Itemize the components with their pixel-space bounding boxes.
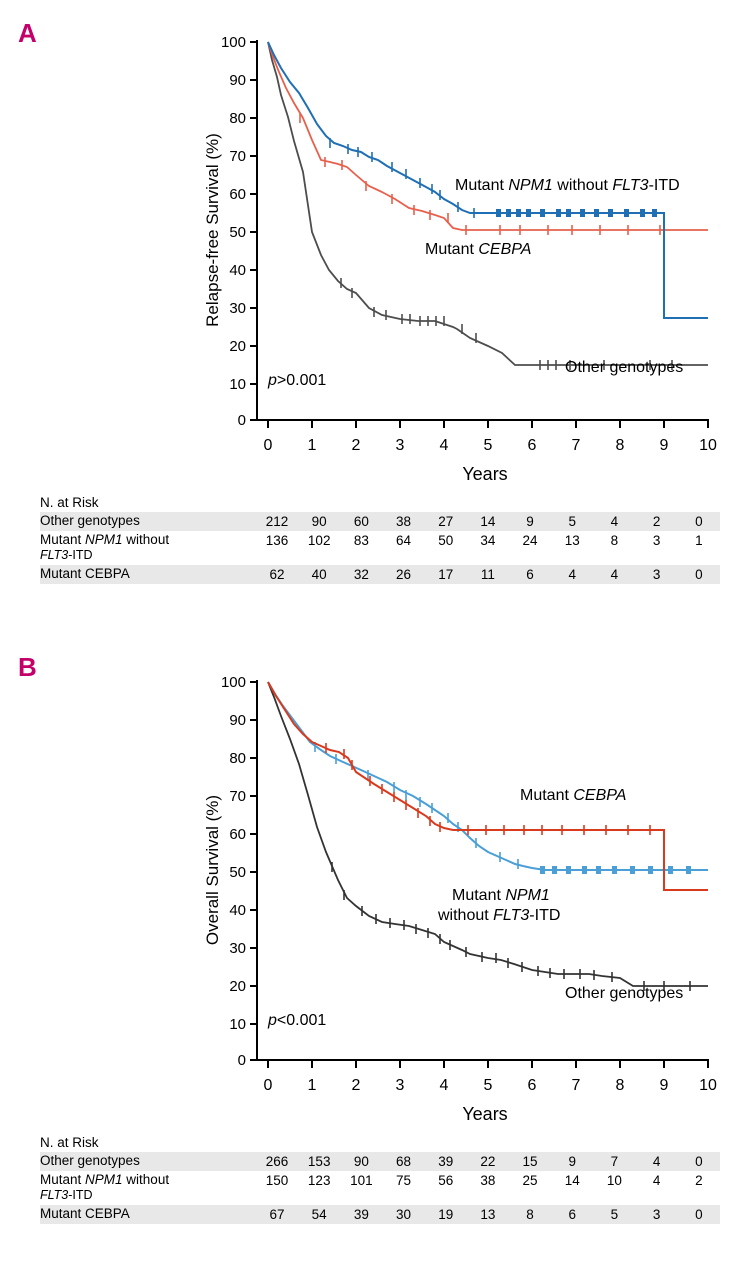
svg-text:60: 60 xyxy=(229,826,246,843)
risk-cell: 54 xyxy=(311,1206,327,1222)
y-ticks-a xyxy=(221,34,257,429)
risk-cell: 19 xyxy=(438,1206,454,1222)
y-axis-title-a: Relapse-free Survival (%) xyxy=(203,133,222,327)
table-row xyxy=(40,1205,720,1224)
risk-cell: 4 xyxy=(652,1154,661,1169)
annotation-other-b: Other genotypes xyxy=(565,985,684,1002)
pvalue-b: p<0.001 xyxy=(268,1012,327,1029)
annotation-cebpa-a: Mutant CEBPA xyxy=(425,241,532,258)
annotation-npm1-b-line2: without FLT3-ITD xyxy=(438,907,561,924)
risk-cell: 56 xyxy=(438,1173,454,1188)
risk-table-a xyxy=(40,495,720,584)
panel-b-letter: B xyxy=(18,652,37,682)
svg-text:0: 0 xyxy=(237,1052,246,1069)
risk-row-label: Mutant NPM1 without FLT3-ITD xyxy=(40,1172,170,1202)
risk-cell: 5 xyxy=(610,1206,619,1222)
x-ticks-a xyxy=(264,420,717,454)
svg-text:4: 4 xyxy=(439,1077,449,1094)
risk-cell: 150 xyxy=(265,1173,289,1188)
risk-cell: 38 xyxy=(480,1173,496,1188)
svg-text:8: 8 xyxy=(615,437,625,454)
pvalue-a: p>0.001 xyxy=(268,372,327,389)
svg-text:7: 7 xyxy=(571,1077,581,1094)
risk-cell: 50 xyxy=(438,533,454,548)
y-ticks-b xyxy=(221,674,257,1069)
series-mutant-cebpa-a xyxy=(268,42,708,230)
risk-table-b xyxy=(40,1135,720,1224)
risk-cell: 32 xyxy=(353,566,369,582)
risk-cell: 6 xyxy=(526,566,534,582)
svg-text:6: 6 xyxy=(527,437,537,454)
risk-cell: 3 xyxy=(652,533,661,548)
panel-a-letter: A xyxy=(18,18,37,48)
svg-text:3: 3 xyxy=(395,437,405,454)
risk-title-b: N. at Risk xyxy=(40,1135,99,1150)
risk-cell: 101 xyxy=(350,1173,373,1188)
svg-text:80: 80 xyxy=(229,750,246,767)
risk-cell: 24 xyxy=(522,533,538,548)
svg-text:2: 2 xyxy=(351,1077,361,1094)
censor-ticks-npm1-b xyxy=(315,742,518,869)
svg-text:10: 10 xyxy=(229,376,246,393)
risk-cell: 90 xyxy=(353,1154,369,1169)
risk-cell: 22 xyxy=(480,1154,496,1169)
risk-cell: 67 xyxy=(269,1206,285,1222)
risk-cell: 4 xyxy=(652,1173,661,1188)
table-row xyxy=(40,531,720,565)
risk-cell: 26 xyxy=(396,566,412,582)
risk-cell: 27 xyxy=(438,514,454,529)
svg-text:70: 70 xyxy=(229,148,246,165)
svg-text:7: 7 xyxy=(571,437,581,454)
risk-row-label: Other genotypes xyxy=(40,513,140,528)
svg-text:50: 50 xyxy=(229,224,246,241)
risk-cell: 3 xyxy=(652,566,661,582)
svg-text:60: 60 xyxy=(229,186,246,203)
risk-cell: 5 xyxy=(568,514,576,529)
risk-title-a: N. at Risk xyxy=(40,495,99,510)
survival-chart-b xyxy=(0,650,734,1130)
svg-text:10: 10 xyxy=(699,1077,717,1094)
risk-cell: 38 xyxy=(396,514,412,529)
svg-text:4: 4 xyxy=(439,437,449,454)
svg-text:100: 100 xyxy=(220,674,246,691)
series-mutant-npm1-b xyxy=(268,682,708,870)
svg-text:30: 30 xyxy=(229,940,246,957)
svg-text:40: 40 xyxy=(229,902,246,919)
svg-text:9: 9 xyxy=(659,437,669,454)
svg-text:1: 1 xyxy=(307,437,317,454)
x-ticks-b xyxy=(264,1060,717,1094)
svg-text:90: 90 xyxy=(229,72,246,89)
risk-cell: 123 xyxy=(307,1173,331,1188)
risk-cell: 266 xyxy=(265,1154,289,1169)
x-axis-title-a: Years xyxy=(462,464,508,484)
risk-cell: 4 xyxy=(568,566,576,582)
svg-text:0: 0 xyxy=(237,412,246,429)
risk-cell: 64 xyxy=(396,533,412,548)
svg-text:20: 20 xyxy=(229,338,246,355)
risk-cell: 8 xyxy=(610,533,619,548)
svg-text:6: 6 xyxy=(527,1077,537,1094)
svg-text:30: 30 xyxy=(229,300,246,317)
series-other-genotypes-a xyxy=(268,42,708,365)
svg-text:1: 1 xyxy=(307,1077,317,1094)
y-axis-title-b: Overall Survival (%) xyxy=(203,794,222,946)
risk-cell: 9 xyxy=(526,514,534,529)
risk-cell: 1 xyxy=(695,533,703,548)
annotation-npm1-b-line1: Mutant NPM1 xyxy=(452,887,550,904)
risk-cell: 68 xyxy=(396,1154,412,1169)
risk-row-label: Mutant NPM1 without FLT3-ITD xyxy=(40,532,170,562)
risk-cell: 9 xyxy=(568,1154,576,1169)
svg-text:90: 90 xyxy=(229,712,246,729)
risk-cell: 39 xyxy=(438,1154,454,1169)
svg-text:100: 100 xyxy=(220,34,246,51)
risk-cell: 15 xyxy=(522,1154,538,1169)
risk-cell: 11 xyxy=(480,566,495,582)
risk-cell: 30 xyxy=(396,1206,412,1222)
svg-text:50: 50 xyxy=(229,864,246,881)
panel-b-plot xyxy=(0,650,734,1130)
survival-chart-a xyxy=(0,0,734,500)
risk-cell: 14 xyxy=(480,514,496,529)
risk-cell: 13 xyxy=(564,533,580,548)
risk-cell: 60 xyxy=(353,514,369,529)
risk-cell: 62 xyxy=(269,566,285,582)
svg-text:2: 2 xyxy=(351,437,361,454)
risk-cell: 39 xyxy=(353,1206,369,1222)
risk-label-pre: Mutant xyxy=(40,1172,86,1187)
svg-text:0: 0 xyxy=(263,1077,273,1094)
risk-cell: 13 xyxy=(480,1206,496,1222)
risk-cell: 40 xyxy=(311,566,327,582)
risk-cell: 0 xyxy=(695,514,703,529)
svg-text:20: 20 xyxy=(229,978,246,995)
risk-row-label: Other genotypes xyxy=(40,1153,140,1168)
svg-text:5: 5 xyxy=(483,1077,493,1094)
panel-a-plot xyxy=(0,0,734,500)
svg-text:40: 40 xyxy=(229,262,246,279)
risk-row-label: Mutant CEBPA xyxy=(40,565,130,581)
svg-text:0: 0 xyxy=(263,437,273,454)
svg-text:9: 9 xyxy=(659,1077,669,1094)
series-other-genotypes-b xyxy=(268,682,708,986)
svg-text:5: 5 xyxy=(483,437,493,454)
risk-cell: 3 xyxy=(652,1206,661,1222)
table-row xyxy=(40,565,720,584)
table-row xyxy=(40,512,720,531)
annotation-cebpa-b: Mutant CEBPA xyxy=(520,787,627,804)
risk-cell: 2 xyxy=(652,514,661,529)
risk-cell: 153 xyxy=(307,1154,331,1169)
svg-text:70: 70 xyxy=(229,788,246,805)
risk-cell: 83 xyxy=(353,533,369,548)
annotation-other-a: Other genotypes xyxy=(565,359,684,376)
risk-cell: 14 xyxy=(564,1173,580,1188)
risk-cell: 2 xyxy=(695,1173,703,1188)
risk-cell: 136 xyxy=(265,533,289,548)
table-row xyxy=(40,1152,720,1171)
risk-row-label: Mutant CEBPA xyxy=(40,1205,130,1221)
risk-cell: 75 xyxy=(396,1173,412,1188)
risk-cell: 8 xyxy=(526,1206,534,1222)
risk-cell: 0 xyxy=(695,566,703,582)
censor-ticks-other-b xyxy=(332,862,690,991)
risk-cell: 4 xyxy=(610,566,619,582)
svg-text:3: 3 xyxy=(395,1077,405,1094)
risk-cell: 0 xyxy=(695,1206,703,1222)
risk-label-italic: NPM1 xyxy=(85,532,123,547)
risk-cell: 0 xyxy=(695,1154,703,1169)
table-row xyxy=(40,1171,720,1205)
svg-text:8: 8 xyxy=(615,1077,625,1094)
svg-text:80: 80 xyxy=(229,110,246,127)
risk-cell: 17 xyxy=(438,566,454,582)
risk-label-pre: Mutant xyxy=(40,532,86,547)
risk-label-post: without xyxy=(122,532,170,547)
panel-b xyxy=(0,650,734,1280)
series-mutant-cebpa-b xyxy=(268,682,708,890)
risk-cell: 102 xyxy=(307,533,331,548)
risk-label-italic: NPM1 xyxy=(85,1172,123,1187)
svg-text:10: 10 xyxy=(229,1016,246,1033)
risk-cell: 25 xyxy=(522,1173,538,1188)
risk-cell: 90 xyxy=(311,514,327,529)
risk-cell: 10 xyxy=(606,1173,622,1188)
risk-label-post: without xyxy=(122,1172,170,1187)
risk-cell: 212 xyxy=(265,514,289,529)
x-axis-title-b: Years xyxy=(462,1104,508,1124)
risk-cell: 7 xyxy=(610,1154,619,1169)
risk-cell: 34 xyxy=(480,533,496,548)
risk-cell: 4 xyxy=(610,514,619,529)
annotation-npm1-a: Mutant NPM1 without FLT3-ITD xyxy=(455,177,680,194)
svg-text:10: 10 xyxy=(699,437,717,454)
risk-cell: 6 xyxy=(568,1206,576,1222)
